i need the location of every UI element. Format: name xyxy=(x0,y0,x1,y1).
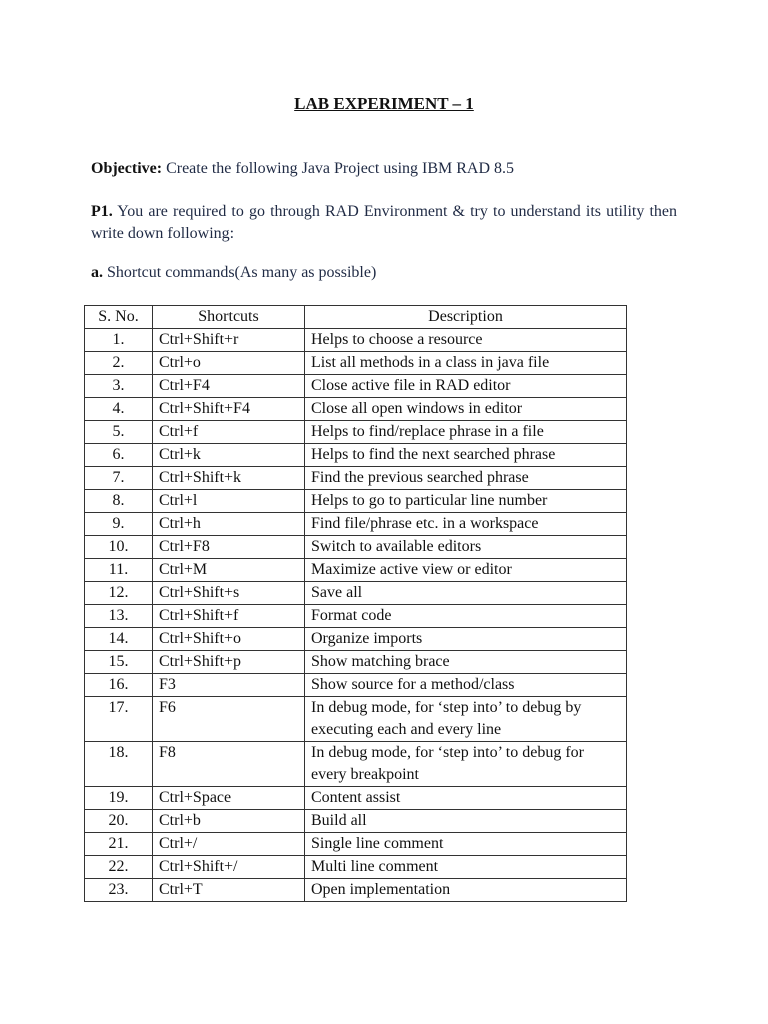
cell-shortcut: Ctrl+Shift+p xyxy=(153,651,305,674)
cell-description: Helps to choose a resource xyxy=(305,329,627,352)
table-row xyxy=(85,421,627,444)
cell-description: Switch to available editors xyxy=(305,536,627,559)
cell-sno: 20. xyxy=(85,810,153,833)
cell-description: In debug mode, for ‘step into’ to debug by executing each and every line xyxy=(305,697,627,742)
cell-sno: 12. xyxy=(85,582,153,605)
cell-shortcut: Ctrl+Shift+k xyxy=(153,467,305,490)
cell-description: Helps to go to particular line number xyxy=(305,490,627,513)
p1-text: You are required to go through RAD Environment & try to understand its utility then write down following: xyxy=(91,203,677,242)
cell-sno: 1. xyxy=(85,329,153,352)
cell-shortcut: Ctrl+b xyxy=(153,810,305,833)
table-row xyxy=(85,605,627,628)
table-row xyxy=(85,628,627,651)
cell-sno: 11. xyxy=(85,559,153,582)
cell-sno: 10. xyxy=(85,536,153,559)
table-row xyxy=(85,559,627,582)
section-a-label: a. xyxy=(91,264,103,281)
table-row xyxy=(85,536,627,559)
cell-shortcut: Ctrl+Shift+f xyxy=(153,605,305,628)
cell-description: Close all open windows in editor xyxy=(305,398,627,421)
cell-shortcut: Ctrl+/ xyxy=(153,833,305,856)
objective-text: Create the following Java Project using IBM RAD 8.5 xyxy=(162,160,515,177)
cell-sno: 17. xyxy=(85,697,153,742)
cell-sno: 4. xyxy=(85,398,153,421)
objective-label: Objective: xyxy=(91,160,163,177)
cell-sno: 6. xyxy=(85,444,153,467)
table-row xyxy=(85,787,627,810)
cell-sno: 15. xyxy=(85,651,153,674)
cell-sno: 23. xyxy=(85,879,153,902)
cell-description: Show matching brace xyxy=(305,651,627,674)
cell-sno: 8. xyxy=(85,490,153,513)
cell-description: Open implementation xyxy=(305,879,627,902)
table-row xyxy=(85,879,627,902)
cell-shortcut: Ctrl+F8 xyxy=(153,536,305,559)
cell-shortcut: Ctrl+h xyxy=(153,513,305,536)
objective-line xyxy=(91,160,514,178)
shortcuts-table xyxy=(84,305,627,902)
cell-description: Single line comment xyxy=(305,833,627,856)
table-row xyxy=(85,352,627,375)
table-row xyxy=(85,444,627,467)
cell-shortcut: Ctrl+Space xyxy=(153,787,305,810)
cell-sno: 14. xyxy=(85,628,153,651)
cell-shortcut: Ctrl+f xyxy=(153,421,305,444)
page-title: LAB EXPERIMENT – 1 xyxy=(294,94,474,113)
problem-statement xyxy=(91,201,677,245)
cell-description: Helps to find the next searched phrase xyxy=(305,444,627,467)
table-row xyxy=(85,375,627,398)
cell-shortcut: Ctrl+Shift+r xyxy=(153,329,305,352)
table-row xyxy=(85,329,627,352)
cell-sno: 5. xyxy=(85,421,153,444)
cell-description: Close active file in RAD editor xyxy=(305,375,627,398)
header-description: Description xyxy=(305,306,627,329)
cell-description: Format code xyxy=(305,605,627,628)
table-row xyxy=(85,513,627,536)
header-shortcuts: Shortcuts xyxy=(153,306,305,329)
cell-description: Build all xyxy=(305,810,627,833)
table-row xyxy=(85,742,627,787)
table-row xyxy=(85,651,627,674)
cell-description: In debug mode, for ‘step into’ to debug for every breakpoint xyxy=(305,742,627,787)
cell-sno: 13. xyxy=(85,605,153,628)
cell-shortcut: Ctrl+T xyxy=(153,879,305,902)
table-row xyxy=(85,697,627,742)
section-a-text: Shortcut commands(As many as possible) xyxy=(103,264,377,281)
cell-sno: 2. xyxy=(85,352,153,375)
table-row xyxy=(85,674,627,697)
table-row xyxy=(85,833,627,856)
cell-description: Organize imports xyxy=(305,628,627,651)
cell-sno: 21. xyxy=(85,833,153,856)
header-sno: S. No. xyxy=(85,306,153,329)
table-row xyxy=(85,398,627,421)
cell-description: Content assist xyxy=(305,787,627,810)
cell-shortcut: Ctrl+k xyxy=(153,444,305,467)
cell-shortcut: Ctrl+o xyxy=(153,352,305,375)
section-a-heading xyxy=(91,264,376,282)
cell-shortcut: F6 xyxy=(153,697,305,742)
cell-shortcut: Ctrl+Shift+/ xyxy=(153,856,305,879)
cell-sno: 3. xyxy=(85,375,153,398)
table-row xyxy=(85,810,627,833)
cell-shortcut: Ctrl+Shift+F4 xyxy=(153,398,305,421)
cell-sno: 18. xyxy=(85,742,153,787)
cell-description: Multi line comment xyxy=(305,856,627,879)
cell-sno: 22. xyxy=(85,856,153,879)
cell-description: Helps to find/replace phrase in a file xyxy=(305,421,627,444)
cell-shortcut: F3 xyxy=(153,674,305,697)
table-row xyxy=(85,490,627,513)
cell-description: Show source for a method/class xyxy=(305,674,627,697)
cell-shortcut: Ctrl+Shift+o xyxy=(153,628,305,651)
cell-sno: 9. xyxy=(85,513,153,536)
table-header-row xyxy=(85,306,627,329)
cell-shortcut: Ctrl+M xyxy=(153,559,305,582)
cell-description: Save all xyxy=(305,582,627,605)
cell-description: Find file/phrase etc. in a workspace xyxy=(305,513,627,536)
cell-shortcut: Ctrl+Shift+s xyxy=(153,582,305,605)
table-body xyxy=(85,329,627,902)
cell-sno: 19. xyxy=(85,787,153,810)
cell-description: Find the previous searched phrase xyxy=(305,467,627,490)
cell-sno: 16. xyxy=(85,674,153,697)
cell-shortcut: Ctrl+F4 xyxy=(153,375,305,398)
p1-label: P1. xyxy=(91,203,113,220)
cell-sno: 7. xyxy=(85,467,153,490)
cell-shortcut: F8 xyxy=(153,742,305,787)
cell-description: List all methods in a class in java file xyxy=(305,352,627,375)
cell-description: Maximize active view or editor xyxy=(305,559,627,582)
cell-shortcut: Ctrl+l xyxy=(153,490,305,513)
table-row xyxy=(85,582,627,605)
table-row xyxy=(85,467,627,490)
table-row xyxy=(85,856,627,879)
